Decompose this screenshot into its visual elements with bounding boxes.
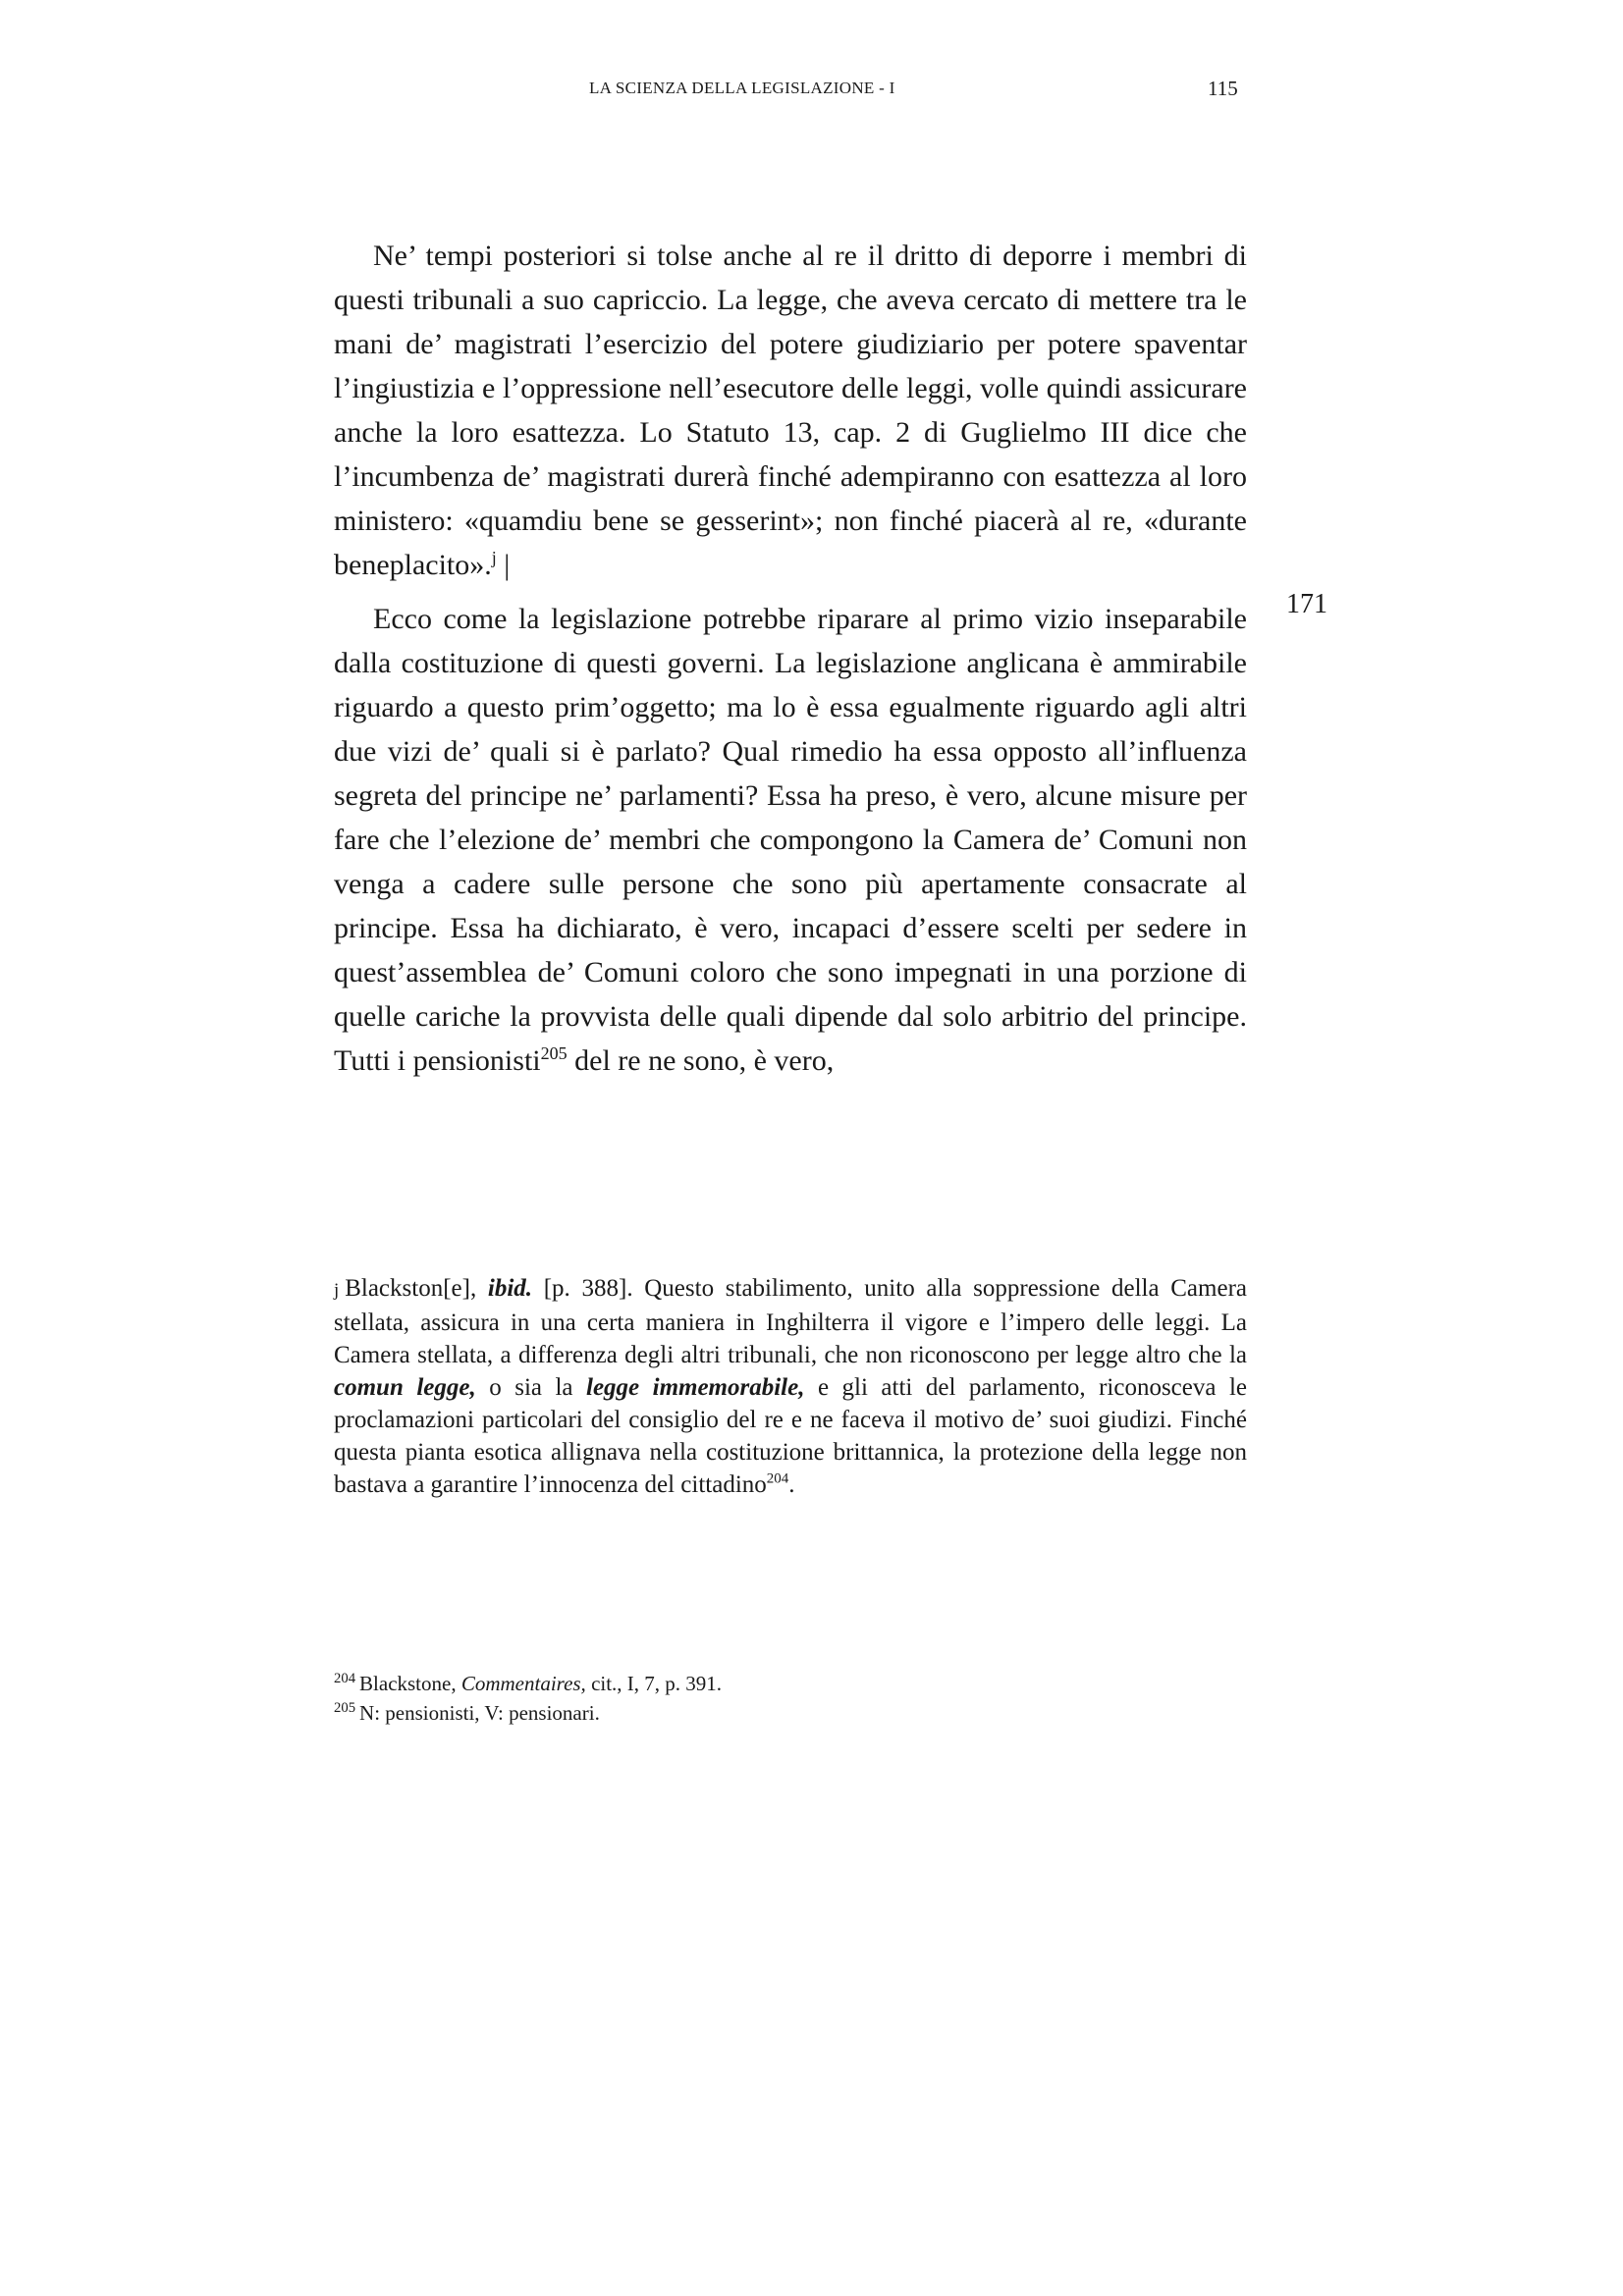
- author-note-comun-legge: comun legge,: [334, 1374, 476, 1401]
- note-marker-j: j: [334, 1280, 340, 1301]
- footnote-number: 204: [334, 1671, 356, 1686]
- author-note-t5: o sia la: [475, 1374, 586, 1401]
- author-note-ibid: ibid.: [487, 1275, 533, 1302]
- running-header-title: LA SCIENZA DELLA LEGISLAZIONE - I: [589, 79, 895, 97]
- author-note-t8: .: [788, 1471, 795, 1498]
- author-note-t3: [p. 388]. Questo stabilimento, unito alla soppressione della Camera stellata, assicura in una certa maniera in Inghilterra il vigore e l’impero delle leggi. La Camera stellata, a differenza degli altri tribunali, che non riconoscono per legge altro che la: [334, 1275, 1247, 1368]
- paragraph-2-text-a: Ecco come la legislazione potrebbe riparare al primo vizio inseparabile dalla costituzione di questi governi. La legislazione anglicana è ammirabile riguardo a questo prim’oggetto; ma lo è essa egualmente riguardo agli altri due vizi de’ quali si è parlato? Qual rimedio ha essa opposto all’influenza segreta del principe ne’ parlamenti? Essa ha preso, è vero, alcune misure per fare che l’elezione de’ membri che compongono la Camera de’ Comuni non venga a cadere sulle persone che sono più apertamente consacrate al principe. Essa ha dichiarato, è vero, incapaci d’essere scelti per sedere in quest’assemblea de’ Comuni coloro che sono impegnati in una porzione di quelle cariche la provvista delle quali dipende dal solo arbitrio del principe. Tutti i pensionisti: [334, 603, 1247, 1077]
- footnote-ref-205[interactable]: 205: [540, 1043, 568, 1063]
- author-note-paragraph: [334, 1272, 1247, 1501]
- author-note: [334, 1272, 1247, 1501]
- main-text: [334, 234, 1247, 1083]
- author-note-legge-immemorabile: legge immemorabile,: [586, 1374, 805, 1401]
- footnote-204-title: Commentaires,: [460, 1672, 586, 1695]
- paragraph-1: [334, 234, 1247, 587]
- page-break-marker: |: [496, 549, 511, 581]
- footnotes: [334, 1669, 1247, 1728]
- footnote-204-c: cit., I, 7, p. 391.: [585, 1672, 723, 1695]
- footnote-205-a: N: pensionisti, V: pensionari.: [359, 1701, 600, 1725]
- paragraph-1-text: Ne’ tempi posteriori si tolse anche al re il dritto di deporre i membri di questi tribunali a suo capriccio. La legge, che aveva cercato di mettere tra le mani de’ magistrati l’esercizio del potere giudiziario per potere spaventar l’ingiustizia e l’oppressione nell’esecutore delle leggi, volle quindi assicurare anche la loro esattezza. Lo Statuto 13, cap. 2 di Guglielmo III dice che l’incumbenza de’ magistrati durerà finché adempiranno con esattezza al loro ministero: «quamdiu bene se gesserint»; non finché piacerà al re, «durante beneplacito».: [334, 240, 1247, 581]
- page-number: 115: [1208, 77, 1238, 100]
- footnote-205: [334, 1698, 1247, 1728]
- author-note-t7: e gli atti del parlamento, riconosceva le proclamazioni particolari del consiglio del re e ne faceva il motivo de’ suoi giudizi. Finché questa pianta esotica allignava nella costituzione brittannica, la protezione della legge non bastava a garantire l’innocenza del cittadino: [334, 1374, 1247, 1498]
- paragraph-2-text-b: del re ne sono, è vero,: [567, 1044, 835, 1077]
- paragraph-2: [334, 597, 1247, 1083]
- footnote-204-a: Blackstone,: [359, 1672, 461, 1695]
- note-ref-j[interactable]: j: [491, 548, 497, 567]
- margin-page-ref: 171: [1286, 589, 1327, 619]
- author-note-t1: Blackston[e],: [345, 1275, 488, 1302]
- footnote-number: 205: [334, 1700, 356, 1716]
- footnote-ref-204[interactable]: 204: [766, 1470, 789, 1487]
- footnote-204: [334, 1669, 1247, 1698]
